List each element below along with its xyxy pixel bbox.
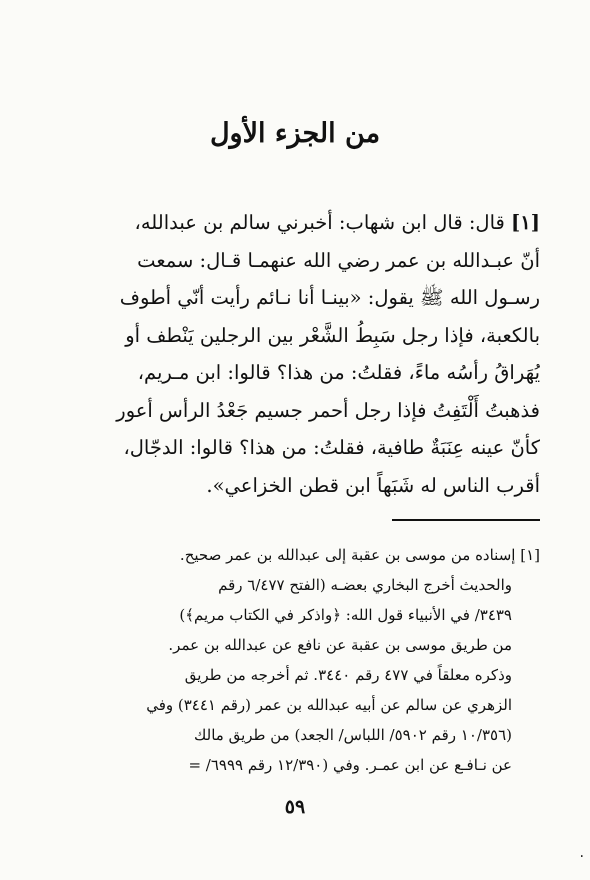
hadith-line-2: أنّ عبـدالله بن عمر رضي الله عنهمـا قـال: سمعت xyxy=(137,248,540,272)
hadith-line-8: أقرب الناس له شَبَهاً ابن قطن الخزاعي». xyxy=(206,473,540,497)
footnote-line-6: الزهري عن سالم عن أبيه عبدالله بن عمر (رقم ٣٤٤١) وفي xyxy=(146,696,512,714)
hadith-text xyxy=(50,204,540,504)
hadith-line-6: فذهبتُ أَلْتَفِتُ فإذا رجل أحمر جسيم جَعْدُ الرأس أعور xyxy=(116,398,540,422)
hadith-line-4: بالكعبة، فإذا رجل سَبِطُ الشَّعْر بين الرجلين يَنْطف أو xyxy=(125,323,540,347)
footnote-line-4: من طريق موسى بن عقبة عن نافع عن عبدالله بن عمر. xyxy=(168,636,512,654)
chapter-title: من الجزء الأول xyxy=(209,118,381,149)
footnote-number: [١] xyxy=(520,546,540,564)
hadith-line-1 xyxy=(50,204,540,242)
footnote-line-text: إسناده من موسى بن عقبة إلى عبدالله بن عمر صحيح. xyxy=(179,546,516,564)
hadith-line-5: يُهَراقُ رأسُه ماءً، فقلتُ: من هذا؟ قالوا: ابن مـريم، xyxy=(137,361,540,384)
hadith-line-3: رسـول الله ﷺ يقول: «بينـا أنا نـائم رأيت أنّي أطوف xyxy=(119,286,540,309)
footnote-line-7: (١٠/٣٥٦ رقم ٥٩٠٢/ اللباس/ الجعد) من طريق مالك xyxy=(194,726,512,744)
hadith-line-text: قال: قال ابن شهاب: أخبرني سالم بن عبدالله، xyxy=(134,211,505,234)
footnote-line-3: ٣٤٣٩/ في الأنبياء قول الله: ﴿واذكر في الكتاب مريم﴾) xyxy=(179,606,512,624)
footnote-line-8: عن نـافـع عن ابن عمـر. وفي (١٢/٣٩٠ رقم ٦٩٩٩/ = xyxy=(188,756,512,774)
footnote-separator xyxy=(392,519,540,521)
footnote-line-5: وذكره معلقاً في ٤٧٧ رقم ٣٤٤٠. ثم أخرجه من طريق xyxy=(184,666,512,684)
footnote-line-2: والحديث أخرج البخاري بعضـه (الفتح ٦/٤٧٧ رقم xyxy=(218,576,512,594)
hadith-number: [١] xyxy=(511,211,540,234)
page-number: ٥٩ xyxy=(284,796,306,818)
footnote-line-1 xyxy=(50,540,540,570)
edge-mark: ٠ xyxy=(578,848,586,864)
footnote xyxy=(50,540,540,780)
hadith-line-7: كأنّ عينه عِنَبَةٌ طافية، فقلتُ: من هذا؟ قالوا: الدجّال، xyxy=(123,436,540,459)
